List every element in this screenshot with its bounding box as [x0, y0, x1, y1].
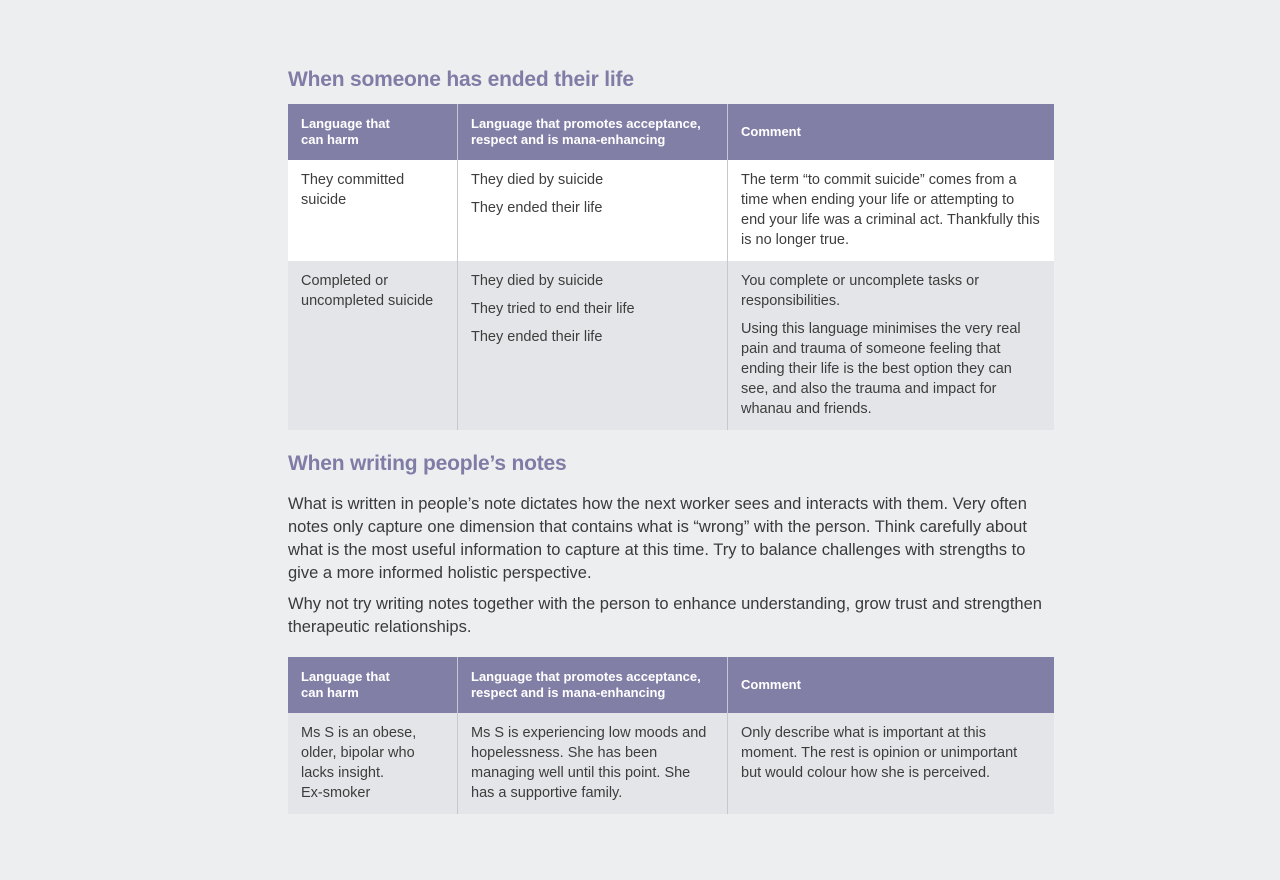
header-text: Language that: [301, 115, 390, 131]
cell-comment: Only describe what is important at this moment. The rest is opinion or unimportant but would colour how she is perceived.: [728, 713, 1055, 814]
header-text: can harm: [301, 684, 359, 700]
cell-harm: They committed suicide: [288, 160, 458, 261]
table-header-row: [288, 657, 1054, 713]
document-page: [288, 60, 1054, 814]
table-row: [288, 713, 1054, 814]
cell-promotes: [458, 160, 728, 261]
cell-promotes: [458, 261, 728, 430]
table-row: [288, 160, 1054, 261]
comment-text: The term “to commit suicide” comes from a time when ending your life or attempting to end your life was a criminal act. Thankfully this is no longer true.: [741, 172, 1040, 248]
table-header-row: [288, 104, 1054, 160]
header-language-promotes: [458, 104, 728, 160]
body-paragraph: Why not try writing notes together with the person to enhance understanding, grow trust and strengthen therapeutic relationships.: [288, 595, 1042, 636]
promotes-item: They died by suicide: [471, 273, 604, 289]
promotes-item: They died by suicide: [471, 172, 604, 188]
header-comment: Comment: [728, 657, 1055, 713]
cell-harm: [288, 713, 458, 814]
section-heading-ended-life: When someone has ended their life: [288, 68, 634, 91]
section-heading-writing-notes: When writing people’s notes: [288, 452, 567, 475]
promotes-item: They ended their life: [471, 329, 603, 345]
table-row: [288, 261, 1054, 430]
header-text: respect and is mana-enhancing: [471, 131, 666, 147]
cell-comment: [728, 261, 1055, 430]
cell-harm: Completed or uncompleted suicide: [288, 261, 458, 430]
header-text: can harm: [301, 131, 359, 147]
header-text: respect and is mana-enhancing: [471, 684, 666, 700]
promotes-item: They ended their life: [471, 200, 603, 216]
comment-text: You complete or uncomplete tasks or responsibilities.: [741, 273, 980, 309]
header-language-promotes: [458, 657, 728, 713]
promotes-item: They tried to end their life: [471, 301, 635, 317]
header-text: Language that promotes acceptance,: [471, 115, 701, 131]
header-language-harm: [288, 657, 458, 713]
comment-text: Using this language minimises the very real pain and trauma of someone feeling that ending their life is the best option they can see, and also the trauma and impact for whanau and friends.: [741, 321, 1021, 417]
language-table-ended-life: [288, 104, 1054, 430]
header-text: Language that promotes acceptance,: [471, 668, 701, 684]
body-paragraph: What is written in people’s note dictates how the next worker sees and interacts with them. Very often notes only capture one dimension that contains what is “wrong” with the person. Think carefully about what is the most useful information to capture at this time. Try to balance challenges with strengths to give a more informed holistic perspective.: [288, 495, 1027, 582]
header-text: Language that: [301, 668, 390, 684]
cell-promotes: Ms S is experiencing low moods and hopelessness. She has been managing well until this point. She has a supportive family.: [458, 713, 728, 814]
cell-comment: [728, 160, 1055, 261]
language-table-notes: [288, 657, 1054, 814]
harm-text: Ms S is an obese, older, bipolar who lacks insight.: [301, 725, 417, 781]
header-comment: Comment: [728, 104, 1055, 160]
header-language-harm: [288, 104, 458, 160]
harm-text: Ex-smoker: [301, 785, 371, 801]
